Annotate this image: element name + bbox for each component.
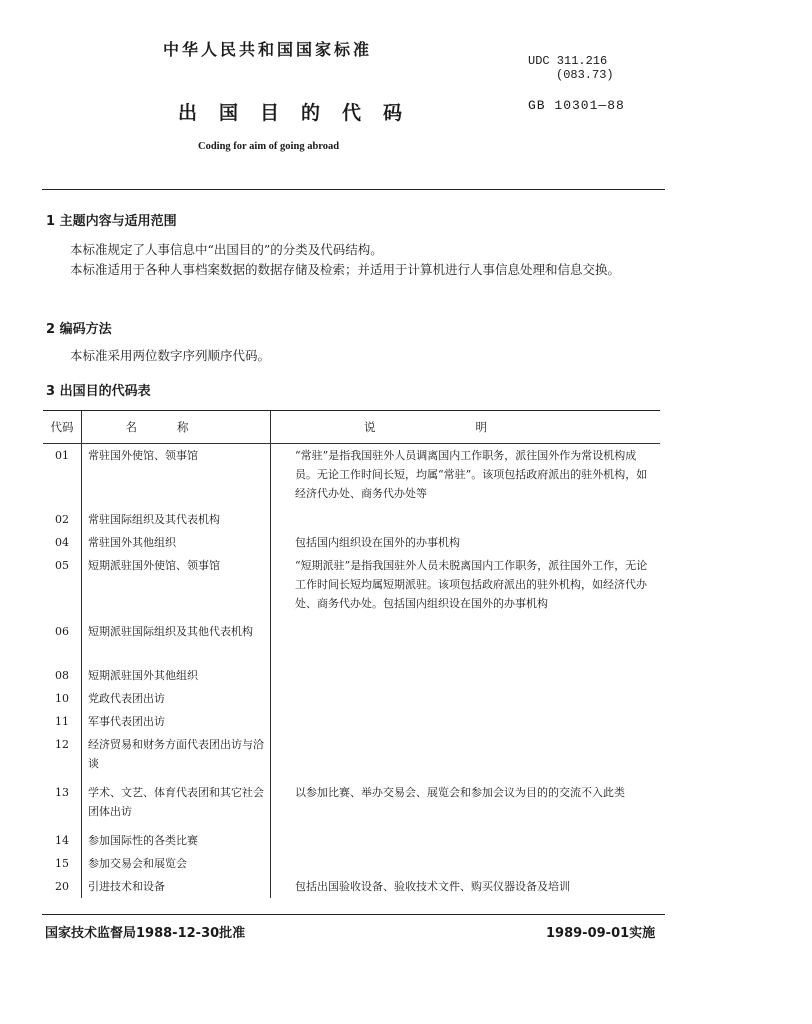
udc-line-1: UDC 311.216 bbox=[528, 54, 608, 68]
footer-divider bbox=[42, 914, 665, 915]
row-desc bbox=[271, 664, 661, 687]
row-desc bbox=[271, 508, 661, 531]
row-code: 12 bbox=[43, 733, 82, 781]
section-2-paragraph-1: 本标准采用两位数字序列顺序代码。 bbox=[70, 348, 271, 363]
table-row bbox=[43, 875, 660, 898]
row-code: 08 bbox=[43, 664, 82, 687]
row-code: 02 bbox=[43, 508, 82, 531]
row-code: 10 bbox=[43, 687, 82, 710]
table-row bbox=[43, 554, 660, 620]
row-code: 15 bbox=[43, 852, 82, 875]
row-name: 参加交易会和展览会 bbox=[82, 852, 271, 875]
row-name: 常驻国际组织及其代表机构 bbox=[82, 508, 271, 531]
table-row bbox=[43, 781, 660, 829]
header-name-text: 名称 bbox=[125, 420, 229, 434]
standard-organization: 中华人民共和国国家标准 bbox=[163, 40, 373, 59]
row-desc: “短期派驻”是指我国驻外人员未脱离国内工作职务，派往国外工作，无论工作时间长短均属短期派驻。该项包括政府派出的驻外机构，如经济代办处、商务代办处。包括国内组织设在国外的办事机构 bbox=[295, 558, 648, 610]
row-name: 引进技术和设备 bbox=[82, 875, 271, 898]
row-code: 04 bbox=[43, 531, 82, 554]
row-desc bbox=[271, 733, 661, 781]
row-desc: 包括国内组织设在国外的办事机构 bbox=[295, 535, 460, 549]
row-desc: 以参加比赛、举办交易会、展览会和参加会议为目的的交流不入此类 bbox=[295, 785, 625, 799]
approval-line: 国家技术监督局1988-12-30批准 bbox=[45, 926, 246, 941]
row-name: 参加国际性的各类比赛 bbox=[82, 829, 271, 852]
row-name: 短期派驻国际组织及其他代表机构 bbox=[82, 620, 271, 664]
english-title: Coding for aim of going abroad bbox=[198, 141, 340, 152]
row-code: 05 bbox=[43, 554, 82, 620]
row-name: 党政代表团出访 bbox=[82, 687, 271, 710]
header-desc-text: 说明 bbox=[364, 420, 587, 434]
row-desc bbox=[271, 829, 661, 852]
header-code: 代码 bbox=[43, 411, 82, 444]
aim-code-table bbox=[43, 411, 660, 898]
row-desc: “常驻”是指我国驻外人员调离国内工作职务，派往国外作为常设机构成员。无论工作时间长短，均属“常驻”。该项包括政府派出的驻外机构，如经济代办处、商务代办处等 bbox=[295, 449, 648, 500]
gb-standard-number: GB 10301—88 bbox=[528, 98, 625, 113]
section-3-heading: 3 出国目的代码表 bbox=[46, 384, 151, 399]
row-name: 常驻国外其他组织 bbox=[82, 531, 271, 554]
row-code: 11 bbox=[43, 710, 82, 733]
document-title: 出国目的代码 bbox=[178, 102, 425, 124]
effective-date: 1989-09-01实施 bbox=[546, 926, 656, 941]
table-row bbox=[43, 664, 660, 687]
section-1-body bbox=[46, 240, 666, 280]
row-desc bbox=[271, 620, 661, 664]
header-desc bbox=[271, 411, 661, 444]
header-name bbox=[82, 411, 271, 444]
table-row bbox=[43, 710, 660, 733]
row-code: 13 bbox=[43, 781, 82, 829]
row-name: 学术、文艺、体育代表团和其它社会团体出访 bbox=[82, 781, 271, 829]
table-row bbox=[43, 620, 660, 664]
row-code: 20 bbox=[43, 875, 82, 898]
row-name: 军事代表团出访 bbox=[82, 710, 271, 733]
table-row bbox=[43, 829, 660, 852]
row-code: 01 bbox=[43, 444, 82, 508]
table-header-row bbox=[43, 411, 660, 444]
table-row bbox=[43, 444, 660, 508]
table-row bbox=[43, 852, 660, 875]
section-1-paragraph-1: 本标准规定了人事信息中“出国目的”的分类及代码结构。 bbox=[70, 242, 383, 257]
row-name: 常驻国外使馆、领事馆 bbox=[82, 444, 271, 508]
table-row bbox=[43, 733, 660, 781]
section-1-paragraph-2: 本标准适用于各种人事档案数据的数据存储及检索；并适用于计算机进行人事信息处理和信息交换。 bbox=[70, 262, 621, 277]
row-name: 短期派驻国外其他组织 bbox=[82, 664, 271, 687]
udc-number bbox=[528, 54, 614, 82]
table-row bbox=[43, 508, 660, 531]
udc-line-2: (083.73) bbox=[556, 68, 614, 82]
table-row bbox=[43, 531, 660, 554]
header-divider bbox=[42, 189, 665, 190]
row-name: 短期派驻国外使馆、领事馆 bbox=[82, 554, 271, 620]
table-row bbox=[43, 687, 660, 710]
row-desc: 包括出国验收设备、验收技术文件、购买仪器设备及培训 bbox=[295, 879, 570, 893]
section-2-heading: 2 编码方法 bbox=[46, 322, 112, 337]
section-1-heading: 1 主题内容与适用范围 bbox=[46, 214, 177, 229]
row-code: 06 bbox=[43, 620, 82, 664]
row-desc bbox=[271, 852, 661, 875]
row-desc bbox=[271, 687, 661, 710]
row-desc bbox=[271, 710, 661, 733]
row-name: 经济贸易和财务方面代表团出访与洽谈 bbox=[82, 733, 271, 781]
row-code: 14 bbox=[43, 829, 82, 852]
